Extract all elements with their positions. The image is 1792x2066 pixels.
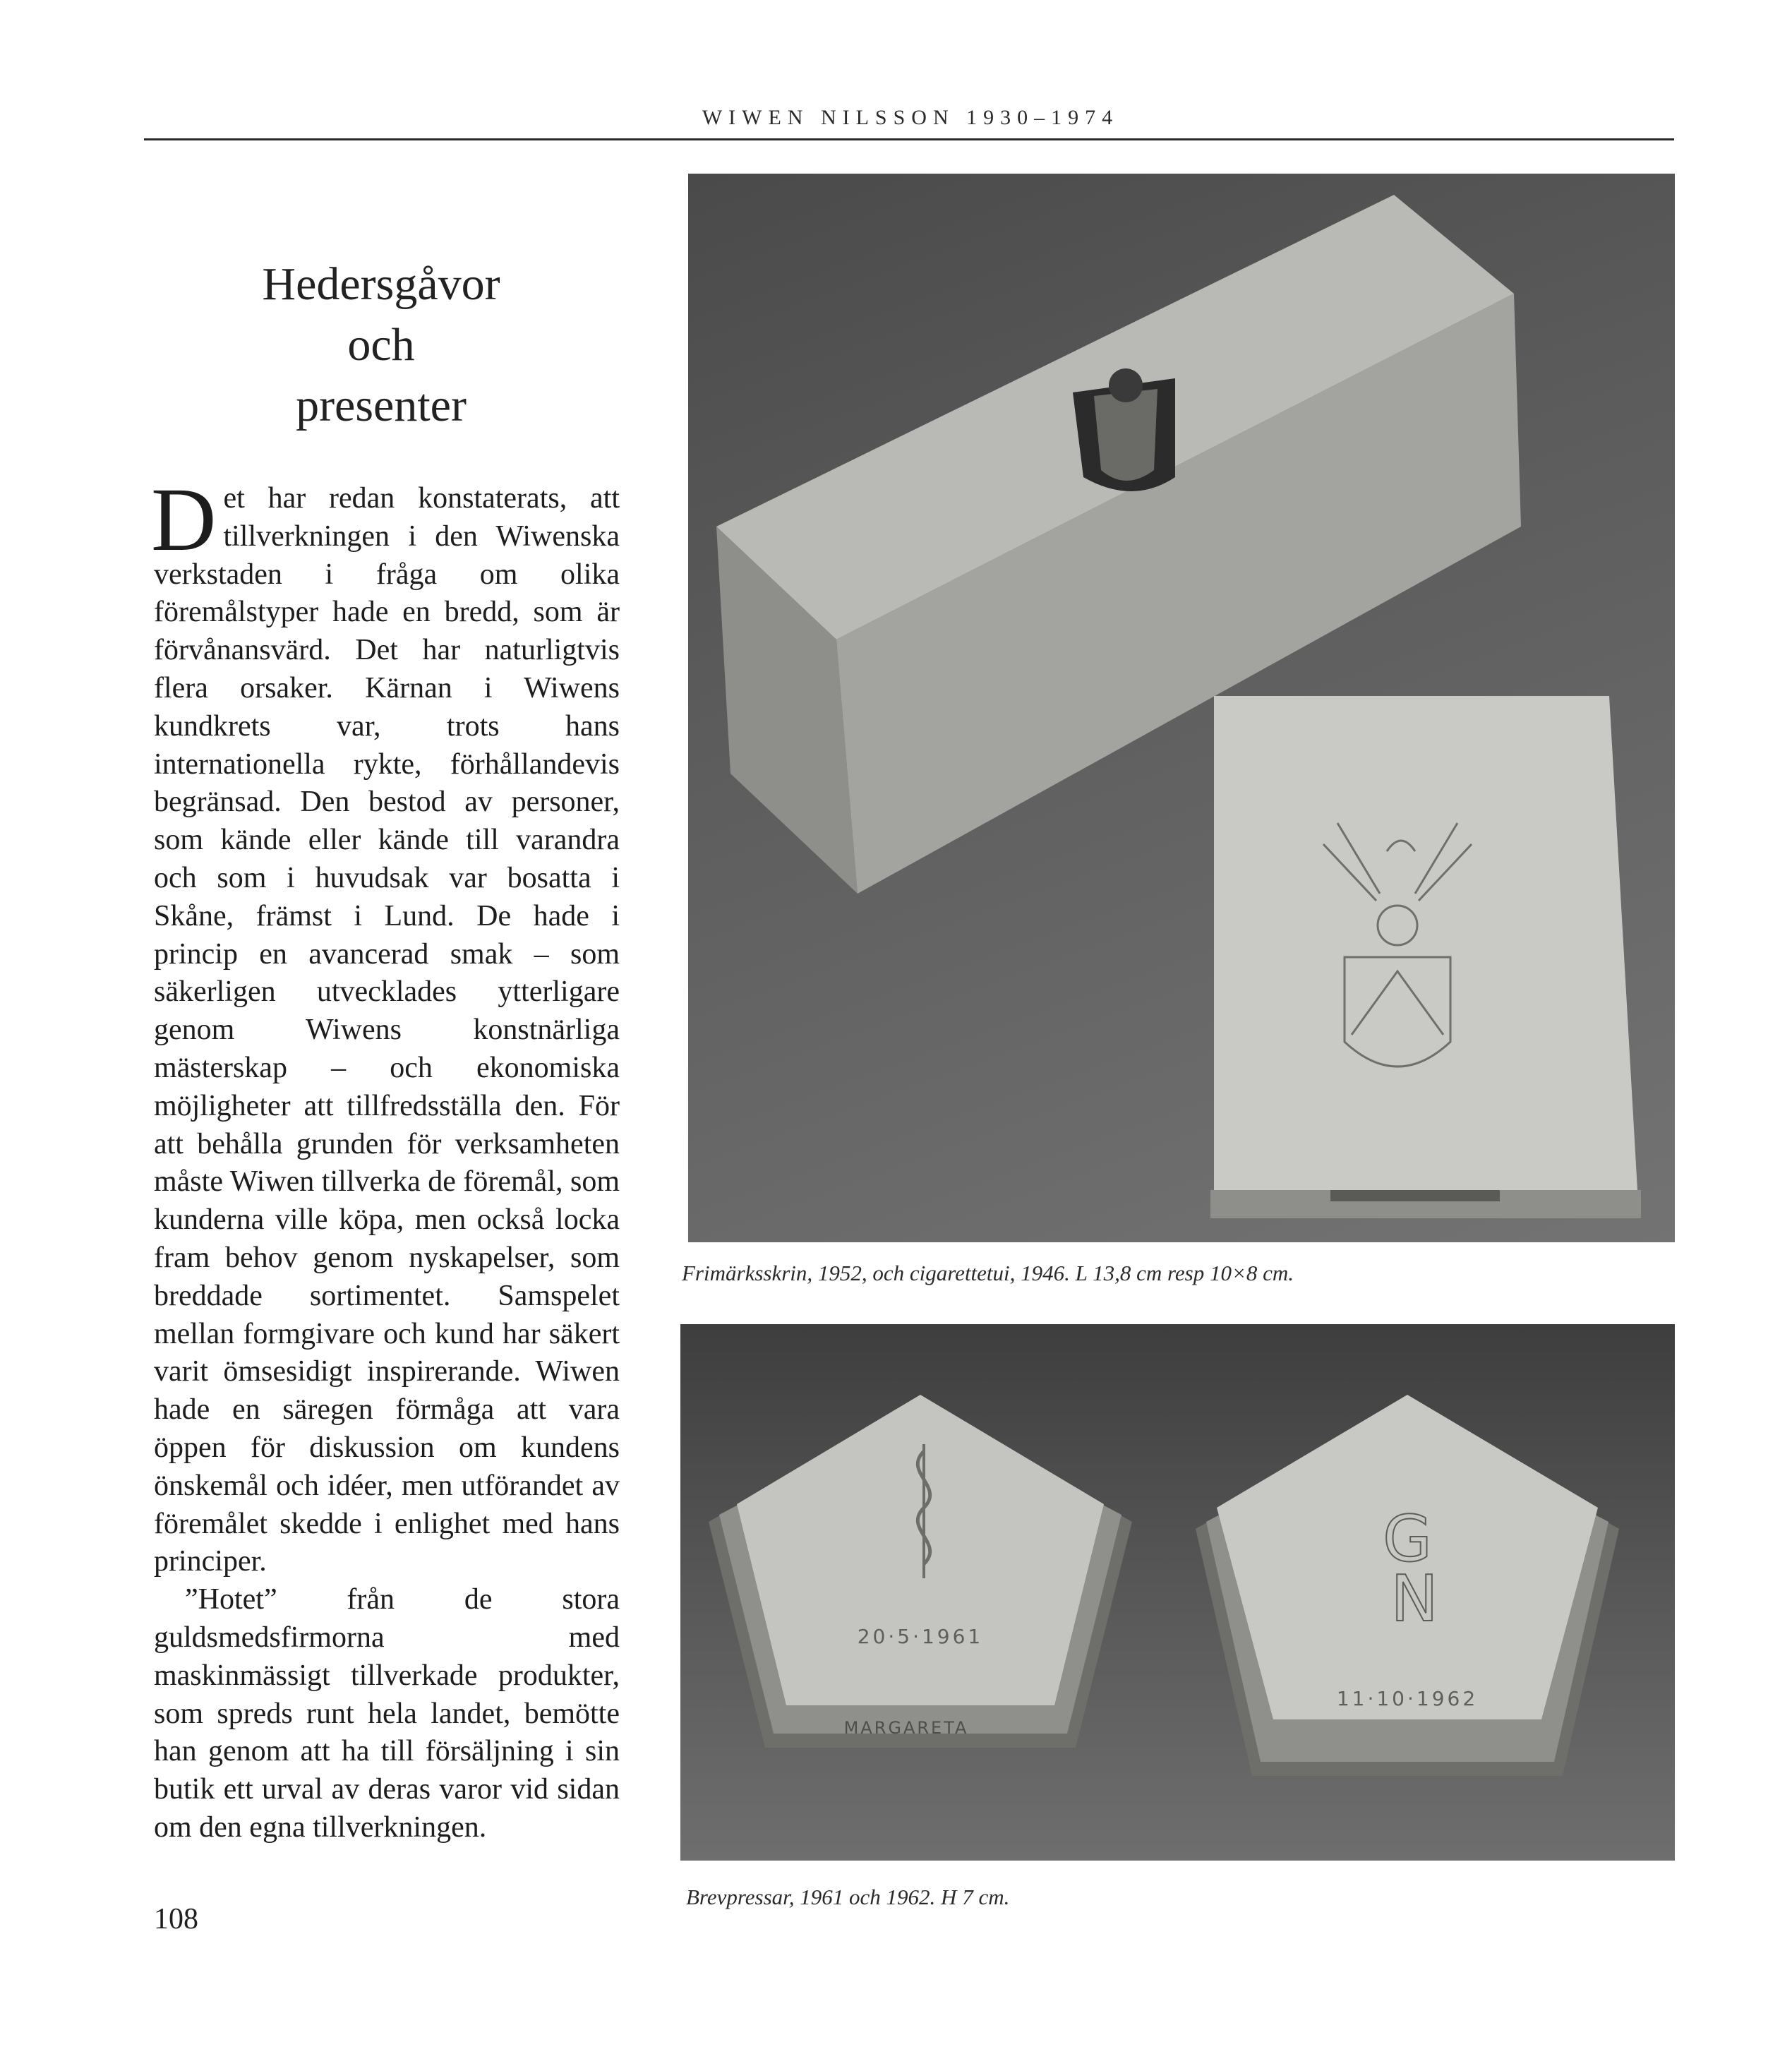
monogram-n: N — [1390, 1562, 1438, 1636]
left-paperweight-name: MARGARETA — [843, 1718, 969, 1738]
title-line: presenter — [296, 380, 467, 431]
photo-paperweights — [680, 1324, 1675, 1861]
header-rule — [144, 138, 1674, 140]
article-title — [212, 254, 551, 436]
left-paperweight — [709, 1395, 1132, 1748]
body-paragraph — [151, 469, 620, 1581]
photo-stampbox-cigarettecase — [688, 174, 1675, 1242]
right-paperweight — [1196, 1395, 1619, 1776]
photo-illustration — [688, 174, 1675, 1242]
drop-cap: D — [151, 469, 217, 570]
right-paperweight-date: 11·10·1962 — [1336, 1687, 1479, 1710]
photo-caption: Frimärksskrin, 1952, och cigarettetui, 1946. L 13,8 cm resp 10×8 cm. — [682, 1261, 1294, 1285]
running-header: WIWEN NILSSON 1930–1974 — [702, 106, 1119, 129]
body-paragraph: ”Hotet” från de stora guldsmedsfirmorna med maskinmässigt tillverkade produkter, som spreds runt hela landet, bemötte han genom att ha till försäljning i sin butik ett urval av deras varor vid sidan om den egna tillverkningen. — [154, 1583, 620, 1844]
article-body — [151, 469, 620, 1847]
cigarette-case-top — [1214, 696, 1637, 1190]
page-number: 108 — [154, 1903, 198, 1935]
title-line: Hedersgåvor — [262, 258, 500, 310]
title-line: och — [347, 319, 415, 371]
photo-illustration — [680, 1324, 1675, 1861]
paragraph-text: et har redan konstaterats, att tillverkningen i den Wiwenska verkstaden i fråga om olika föremålstyper hade en bredd, som är förvånansvärd. Det har naturligtvis flera orsaker. Kärnan i Wiwens kundkrets var, trots hans internationella rykte, förhållandevis begränsad. Den bestod av personer, som kände eller kände till varandra och som i huvudsak var bosatta i Skåne, främst i Lund. De hade i princip en avancerad smak – som säkerligen utvecklades ytterligare genom Wiwens konstnärliga mästerskap – och ekonomiska möjligheter att tillfredsställa den. För att behålla grunden för verksamheten måste Wiwen tillverka de föremål, som kunderna ville köpa, men också locka fram behov genom nyskapelser, som breddade sortimentet. Samspelet mellan formgivare och kund har säkert varit ömsesidigt inspirerande. Wiwen hade en säregen förmåga att vara öppen för diskussion om kundens önskemål och idéer, men utförandet av föremålet skedde i enlighet med hans principer. — [154, 482, 620, 1578]
monogram-g: G — [1383, 1502, 1432, 1576]
photo-caption: Brevpressar, 1961 och 1962. H 7 cm. — [686, 1885, 1010, 1909]
cigarette-case-hinge — [1330, 1190, 1500, 1201]
left-paperweight-date: 20·5·1961 — [857, 1625, 984, 1648]
